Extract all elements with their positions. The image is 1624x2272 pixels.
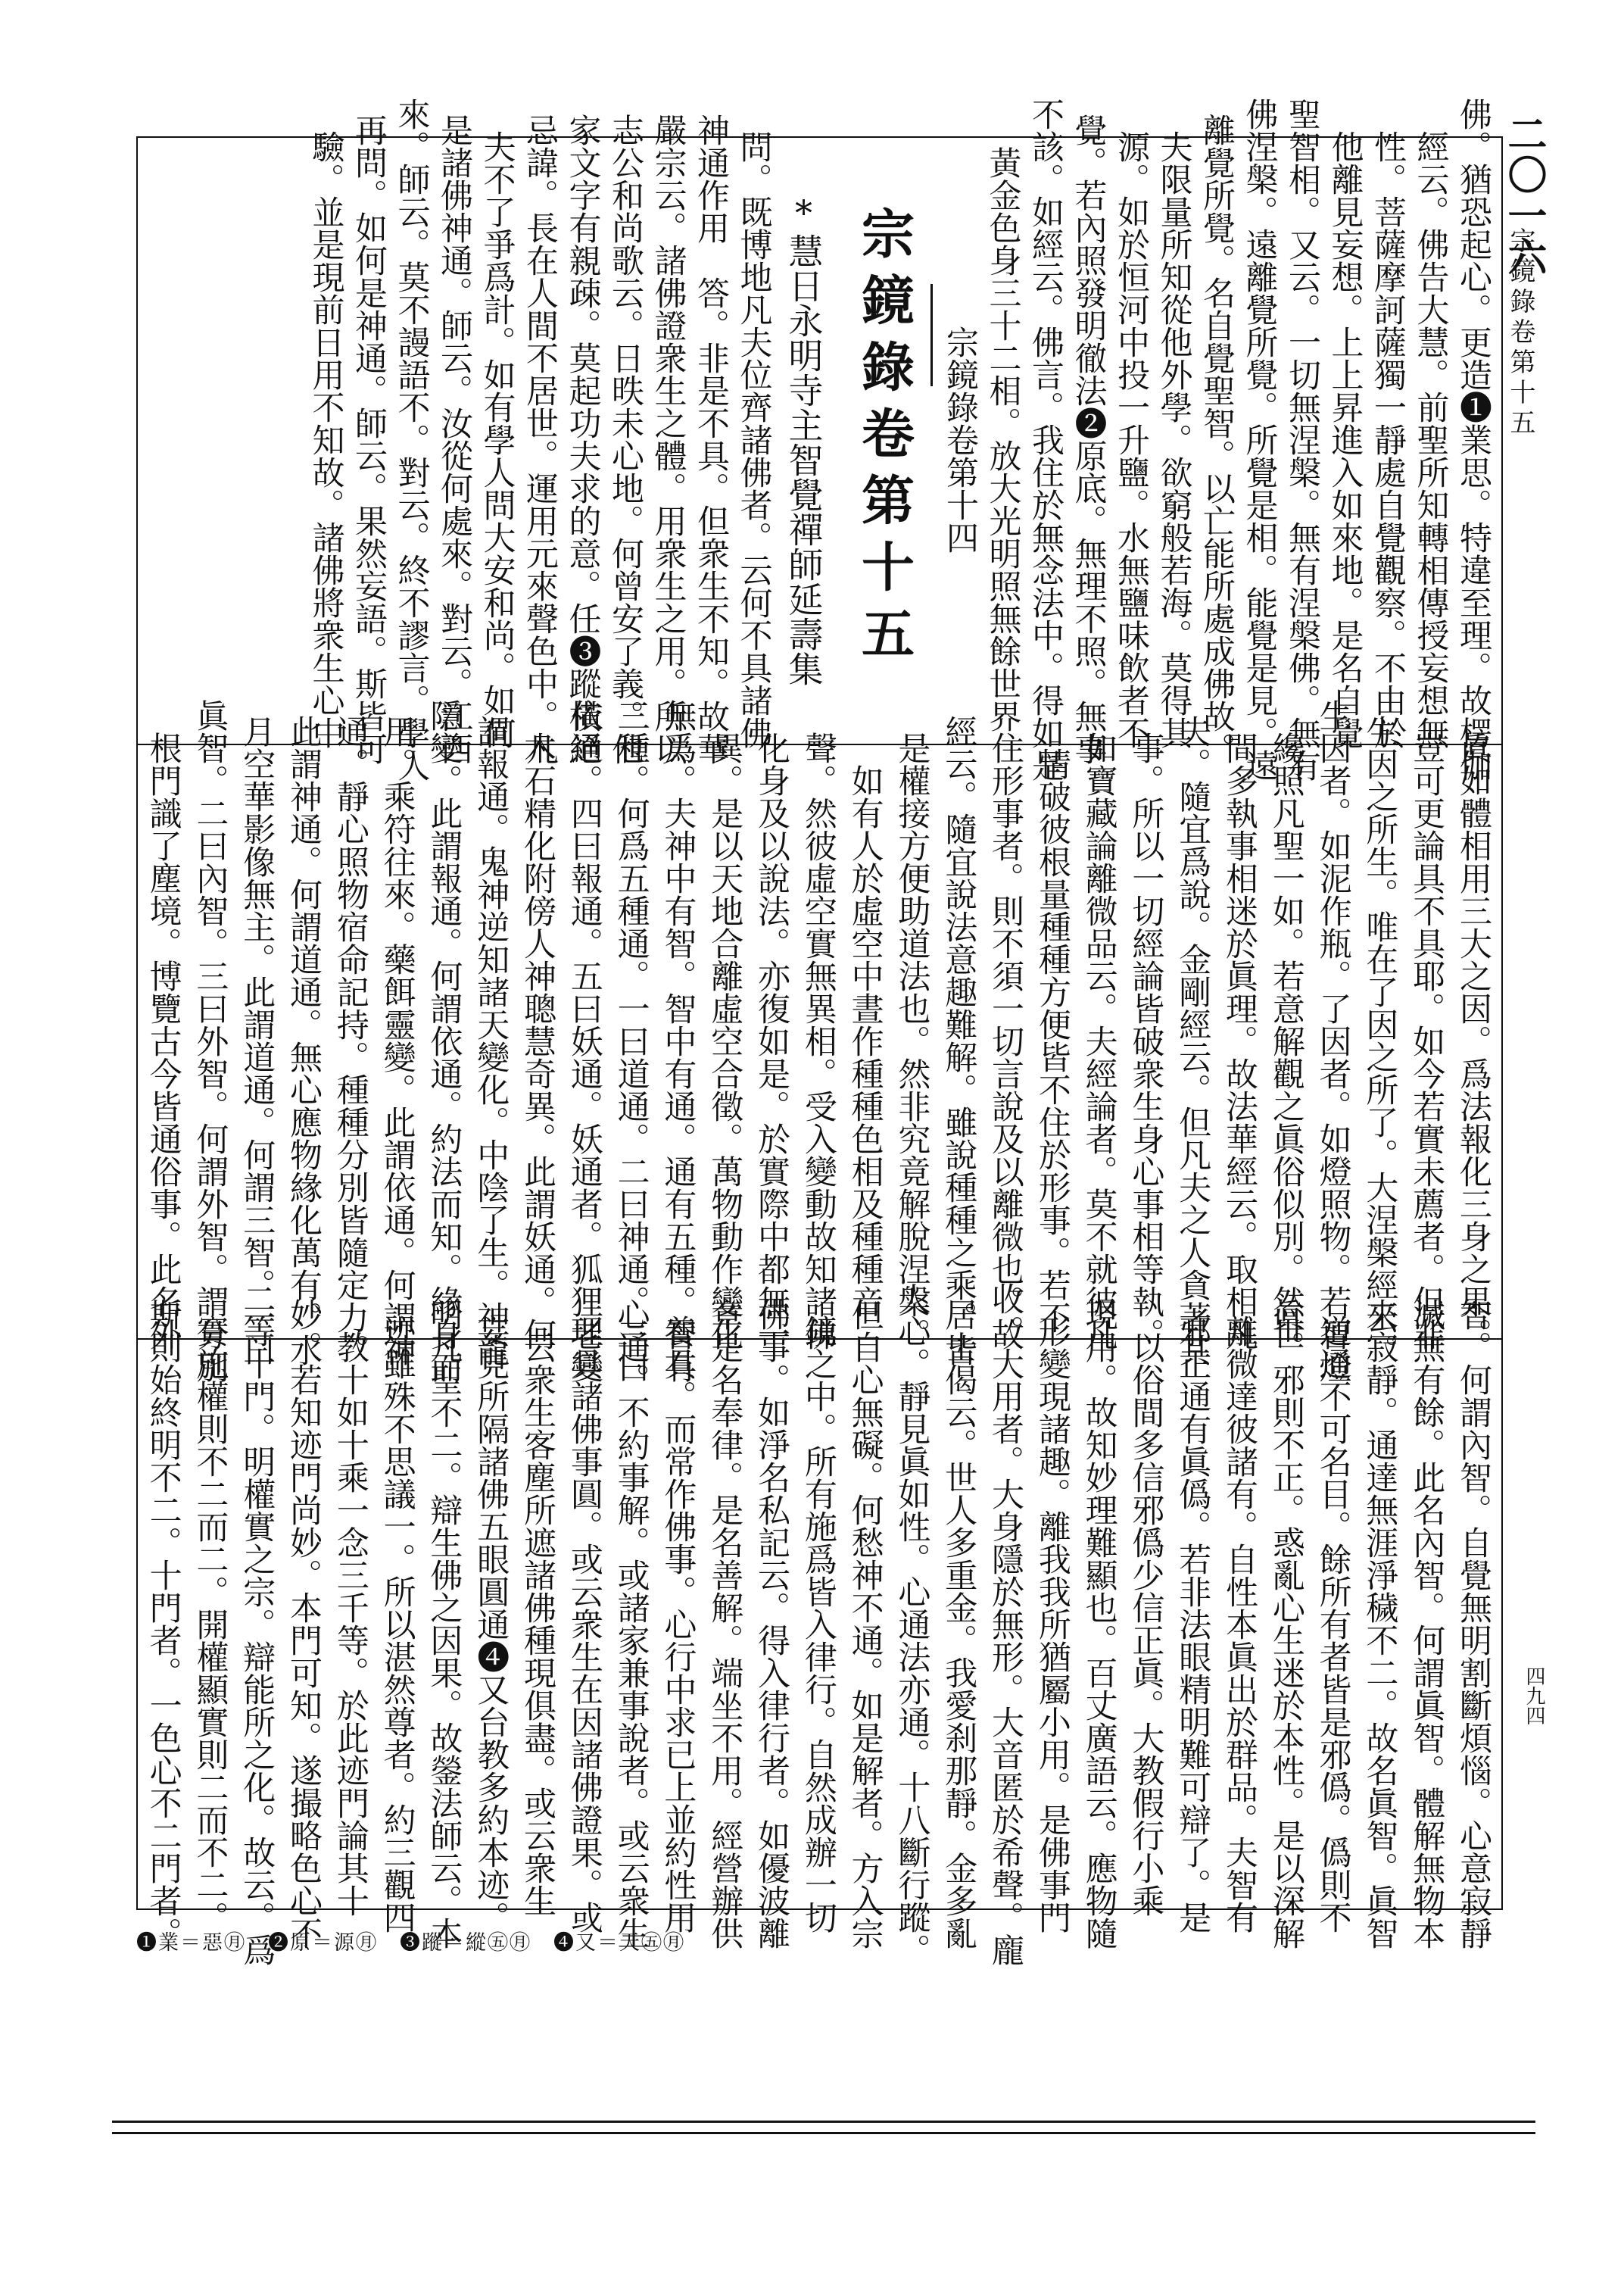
text-column: 來。師云。莫不謾語不。對云。終不謬言。學人	[392, 97, 431, 782]
text-column: 鏡之中。所有施爲皆入律行。自然成辦一切	[799, 1314, 837, 1933]
text-column: 離覺所覺。名自覺聖智。以亡能所處成佛故。	[1198, 114, 1236, 765]
text-column: 眞。邪則不正。惑亂心生迷於本性。是以深解	[1267, 1298, 1305, 1949]
text-column: 是諸佛神通。師云。汝從何處來。對云。江西	[435, 114, 473, 765]
text-column: 情破彼根量種種方便皆不住於形事。若不	[1033, 747, 1071, 1334]
text-column: 夫限量所知從他外學。欲窮般若海。莫得其	[1155, 130, 1193, 749]
text-column: 是權接方便助道法也。然非究竟解脫涅槃。	[893, 731, 931, 1350]
text-column: 忌諱。長在人間不居世。運用元來聲色中。凡	[521, 114, 559, 765]
text-column: 嚴宗云。諸佛證衆生之體。用衆生之用。所以	[649, 114, 687, 765]
text-column: 章是名奉律。是名善解。端坐不用。經營辦供	[706, 1298, 744, 1949]
text-column: 神通作用 答。非是不具。但衆生不知。故華	[692, 114, 730, 765]
text-column: 眞智。二曰內智。三曰外智。何謂外智。謂分別	[191, 698, 229, 1383]
bottom-rule-1	[112, 2121, 1535, 2123]
text-column: 滅無有餘。此名內智。何謂眞智。體解無物本	[1407, 1298, 1446, 1949]
text-column: 妄見所隔諸佛五眼圓通❹又台教多約本迹。	[472, 1314, 510, 1933]
text-column: 住形事者。則不須一切言說及以離微也。故	[987, 731, 1024, 1350]
text-column: 事。所以一切經論皆破衆生身心事相等執。	[1127, 731, 1165, 1350]
footnotes: ❶業＝惡㊊ ❷原＝源㊊ ❸蹤＝縱㊄㊊ ❹又＝天㊄㊊	[136, 1931, 685, 1955]
section-separator-line	[930, 284, 933, 386]
text-column: 用。乘符往來。藥餌靈變。此謂依通。何謂神	[378, 715, 416, 1366]
text-column: 居士偈云。世人多重金。我愛刹那靜。金多亂	[940, 1298, 978, 1949]
text-column: 現用。故知妙理難顯也。百丈廣語云。應物隨	[1080, 1298, 1118, 1949]
text-column: 明凡聖不二。辯生佛之因果。故鎣法師云。本	[425, 1298, 463, 1949]
chapter-heading: 宗鏡錄卷第十五	[853, 206, 916, 673]
author-line: *慧日永明寺主智覺禪師延壽集	[783, 192, 824, 686]
upper-text-band	[147, 97, 1492, 782]
bottom-rule-2	[112, 2132, 1535, 2134]
text-column: 佛。猶恐起心。更造❶業思。特違至理。故楞伽	[1454, 97, 1492, 782]
text-column: 木石精化附傍人神聰慧奇異。此謂妖通。何	[519, 731, 556, 1350]
text-column: 聲。然彼虛空實無異相。受入變動故知諸佛	[799, 731, 837, 1350]
text-column: 再問。如何是神通。師云。果然妄語。斯皆可	[350, 114, 388, 765]
text-column: 教十如十乘一念三千等。於此迹門論其十	[331, 1331, 369, 1917]
text-column: 收。大用者。大身隱於無形。大音匿於希聲。龐	[987, 1281, 1024, 1966]
text-column: 夫不了爭爲計。如有學人問大安和尚。如何	[478, 130, 516, 749]
text-column: 妙。若知迹門尚妙。本門可知。遂撮略色心不	[285, 1298, 323, 1949]
text-column: 通。靜心照物宿命記持。種種分別皆隨定力。	[331, 715, 369, 1366]
text-column: 實施權則不二而二。開權顯實則二而不二。	[191, 1314, 229, 1933]
text-column: 性。菩薩摩訶薩獨一靜處自覺觀察。不由於	[1369, 130, 1407, 749]
text-column: 他離見妄想。上上昇進入如來地。是名自覺	[1326, 130, 1364, 749]
text-column: 智。何謂內智。自覺無明割斷煩惱。心意寂靜	[1454, 1298, 1492, 1949]
text-column: 根門識了塵境。博覽古今皆通俗事。此名外	[144, 731, 182, 1350]
text-column: 二等十門。明權實之宗。辯能所之化。故云。爲	[238, 1281, 276, 1966]
text-column: 志公和尚歌云。日昳未心地。何曾安了義。他	[606, 114, 644, 765]
text-column: 無爲。夫神中有智。智中有通。通有五種。智有	[659, 698, 697, 1383]
text-column: 道通不可名目。餘所有者皆是邪僞。僞則不	[1314, 1314, 1352, 1933]
text-column: 纔照凡聖一如。若意解觀之眞俗似別。然世	[1267, 731, 1305, 1350]
text-column: 斯則始終明不二。十門者。一色心不二門者。	[144, 1298, 182, 1949]
running-title: 宗鏡錄卷第十五	[1505, 227, 1535, 439]
text-column: 以俗間多信邪僞少信正眞。大教假行小乘	[1127, 1331, 1165, 1917]
text-column: 佛涅槃。遠離覺所覺。所覺是相。能覺是見。遠	[1240, 97, 1279, 782]
text-column: 如寶藏論離微品云。夫經論者。莫不就彼凡	[1080, 731, 1118, 1350]
text-column: 迹雖殊不思議一。所以湛然尊者。約三觀四	[378, 1314, 416, 1933]
text-column: 理具諸佛事圓。或云衆生在因諸佛證果。或	[565, 1314, 603, 1933]
text-column: 如有人於虛空中晝作種種色相及種種音	[846, 763, 884, 1318]
text-column: 家文字有親疎。莫起功夫求的意。任❸蹤橫絕	[563, 114, 602, 765]
text-column: 不該。如經云。佛言。我住於無念法中。得如是	[1027, 97, 1064, 782]
text-column: 驗。並是現前日用不知故。諸佛將衆生心中	[307, 130, 345, 749]
middle-text-band	[144, 698, 1492, 1383]
text-column: 三種。何爲五種通。一曰道通。二曰神通。三曰	[612, 698, 650, 1383]
text-column: 經云。隨宜說法意趣難解。雖說種種之乘。皆	[940, 715, 978, 1366]
text-column: 邪正通有眞僞。若非法眼精明難可辯了。是	[1174, 1314, 1212, 1933]
text-column: 豈可更論具不具耶。如今若實未薦者。但非	[1407, 731, 1446, 1350]
text-column: 覺。若內照發明徹法❷原底。無理不照。無事	[1069, 114, 1108, 765]
text-column: 源。如於恒河中投一升鹽。水無鹽味飲者不	[1112, 130, 1150, 749]
text-column: 月空華影像無主。此謂道通。何謂三智。一曰	[238, 715, 276, 1366]
text-column: 依通。四曰報通。五曰妖通。妖通者。狐狸老變	[565, 698, 603, 1383]
text-column: 云衆生客塵所遮諸佛種現俱盡。或云衆生	[519, 1331, 556, 1917]
page-number: 二〇一六	[1501, 114, 1547, 277]
side-page-number: 四九四	[1523, 1666, 1545, 1725]
text-column: 聖智相。又云。一切無涅槃。無有涅槃佛。無有	[1283, 97, 1321, 782]
text-column: 夫。隨宜爲說。金剛經云。但凡夫之人貪著其	[1174, 715, 1212, 1366]
text-column: 佛事。如淨名私記云。得入律行者。如優波離	[753, 1298, 790, 1949]
text-column: 黃金色身三十二相。放大光明照無餘世界	[983, 146, 1022, 732]
text-column: 養具。而常作佛事。心行中求已上並約性用	[659, 1314, 697, 1933]
text-column: 但自心無礙。何愁神不通。如是解者。方入宗	[846, 1298, 884, 1949]
text-column: 人心。靜見眞如性。心通法亦通。十八斷行蹤。	[893, 1281, 931, 1966]
text-column: 經云。佛告大慧。前聖所知轉相傳授妄想無	[1411, 130, 1450, 749]
text-column: 宗鏡錄卷第十四	[941, 325, 979, 554]
text-column: 生因之所生。唯在了因之所了。大涅槃經云。	[1361, 715, 1399, 1366]
text-column: 謂報通。鬼神逆知諸天變化。中陰了生。神龍	[472, 715, 510, 1366]
text-column: 生因者。如泥作瓶。了因者。如燈照物。若智燈	[1314, 698, 1352, 1383]
text-column: 此謂神通。何謂道通。無心應物緣化萬有。水	[285, 715, 323, 1366]
text-column: 來寂靜。通達無涯淨穢不二。故名眞智。眞智	[1361, 1298, 1399, 1949]
text-column: 間多執事相迷於眞理。故法華經云。取相凡	[1220, 731, 1258, 1350]
text-column: 離微達彼諸有。自性本眞出於群品。夫智有	[1220, 1314, 1258, 1933]
text-column: 異。是以天地合離虛空合徵。萬物動作變化	[706, 731, 744, 1350]
text-column: 眞如體相用三大之因。爲法報化三身之果。	[1454, 731, 1492, 1350]
text-column: 隱變。此謂報通。何謂依通。約法而知。緣身而	[425, 698, 463, 1383]
text-column: 化身及以說法。亦復如是。於實際中都無一	[753, 731, 790, 1350]
text-column: 形變現諸趣。離我我所猶屬小用。是佛事門	[1033, 1314, 1071, 1933]
text-column: 問。既博地凡夫位齊諸佛者。云何不具諸佛	[734, 130, 773, 749]
text-column: 心通。不約事解。或諸家兼事說者。或云衆生	[612, 1298, 650, 1949]
